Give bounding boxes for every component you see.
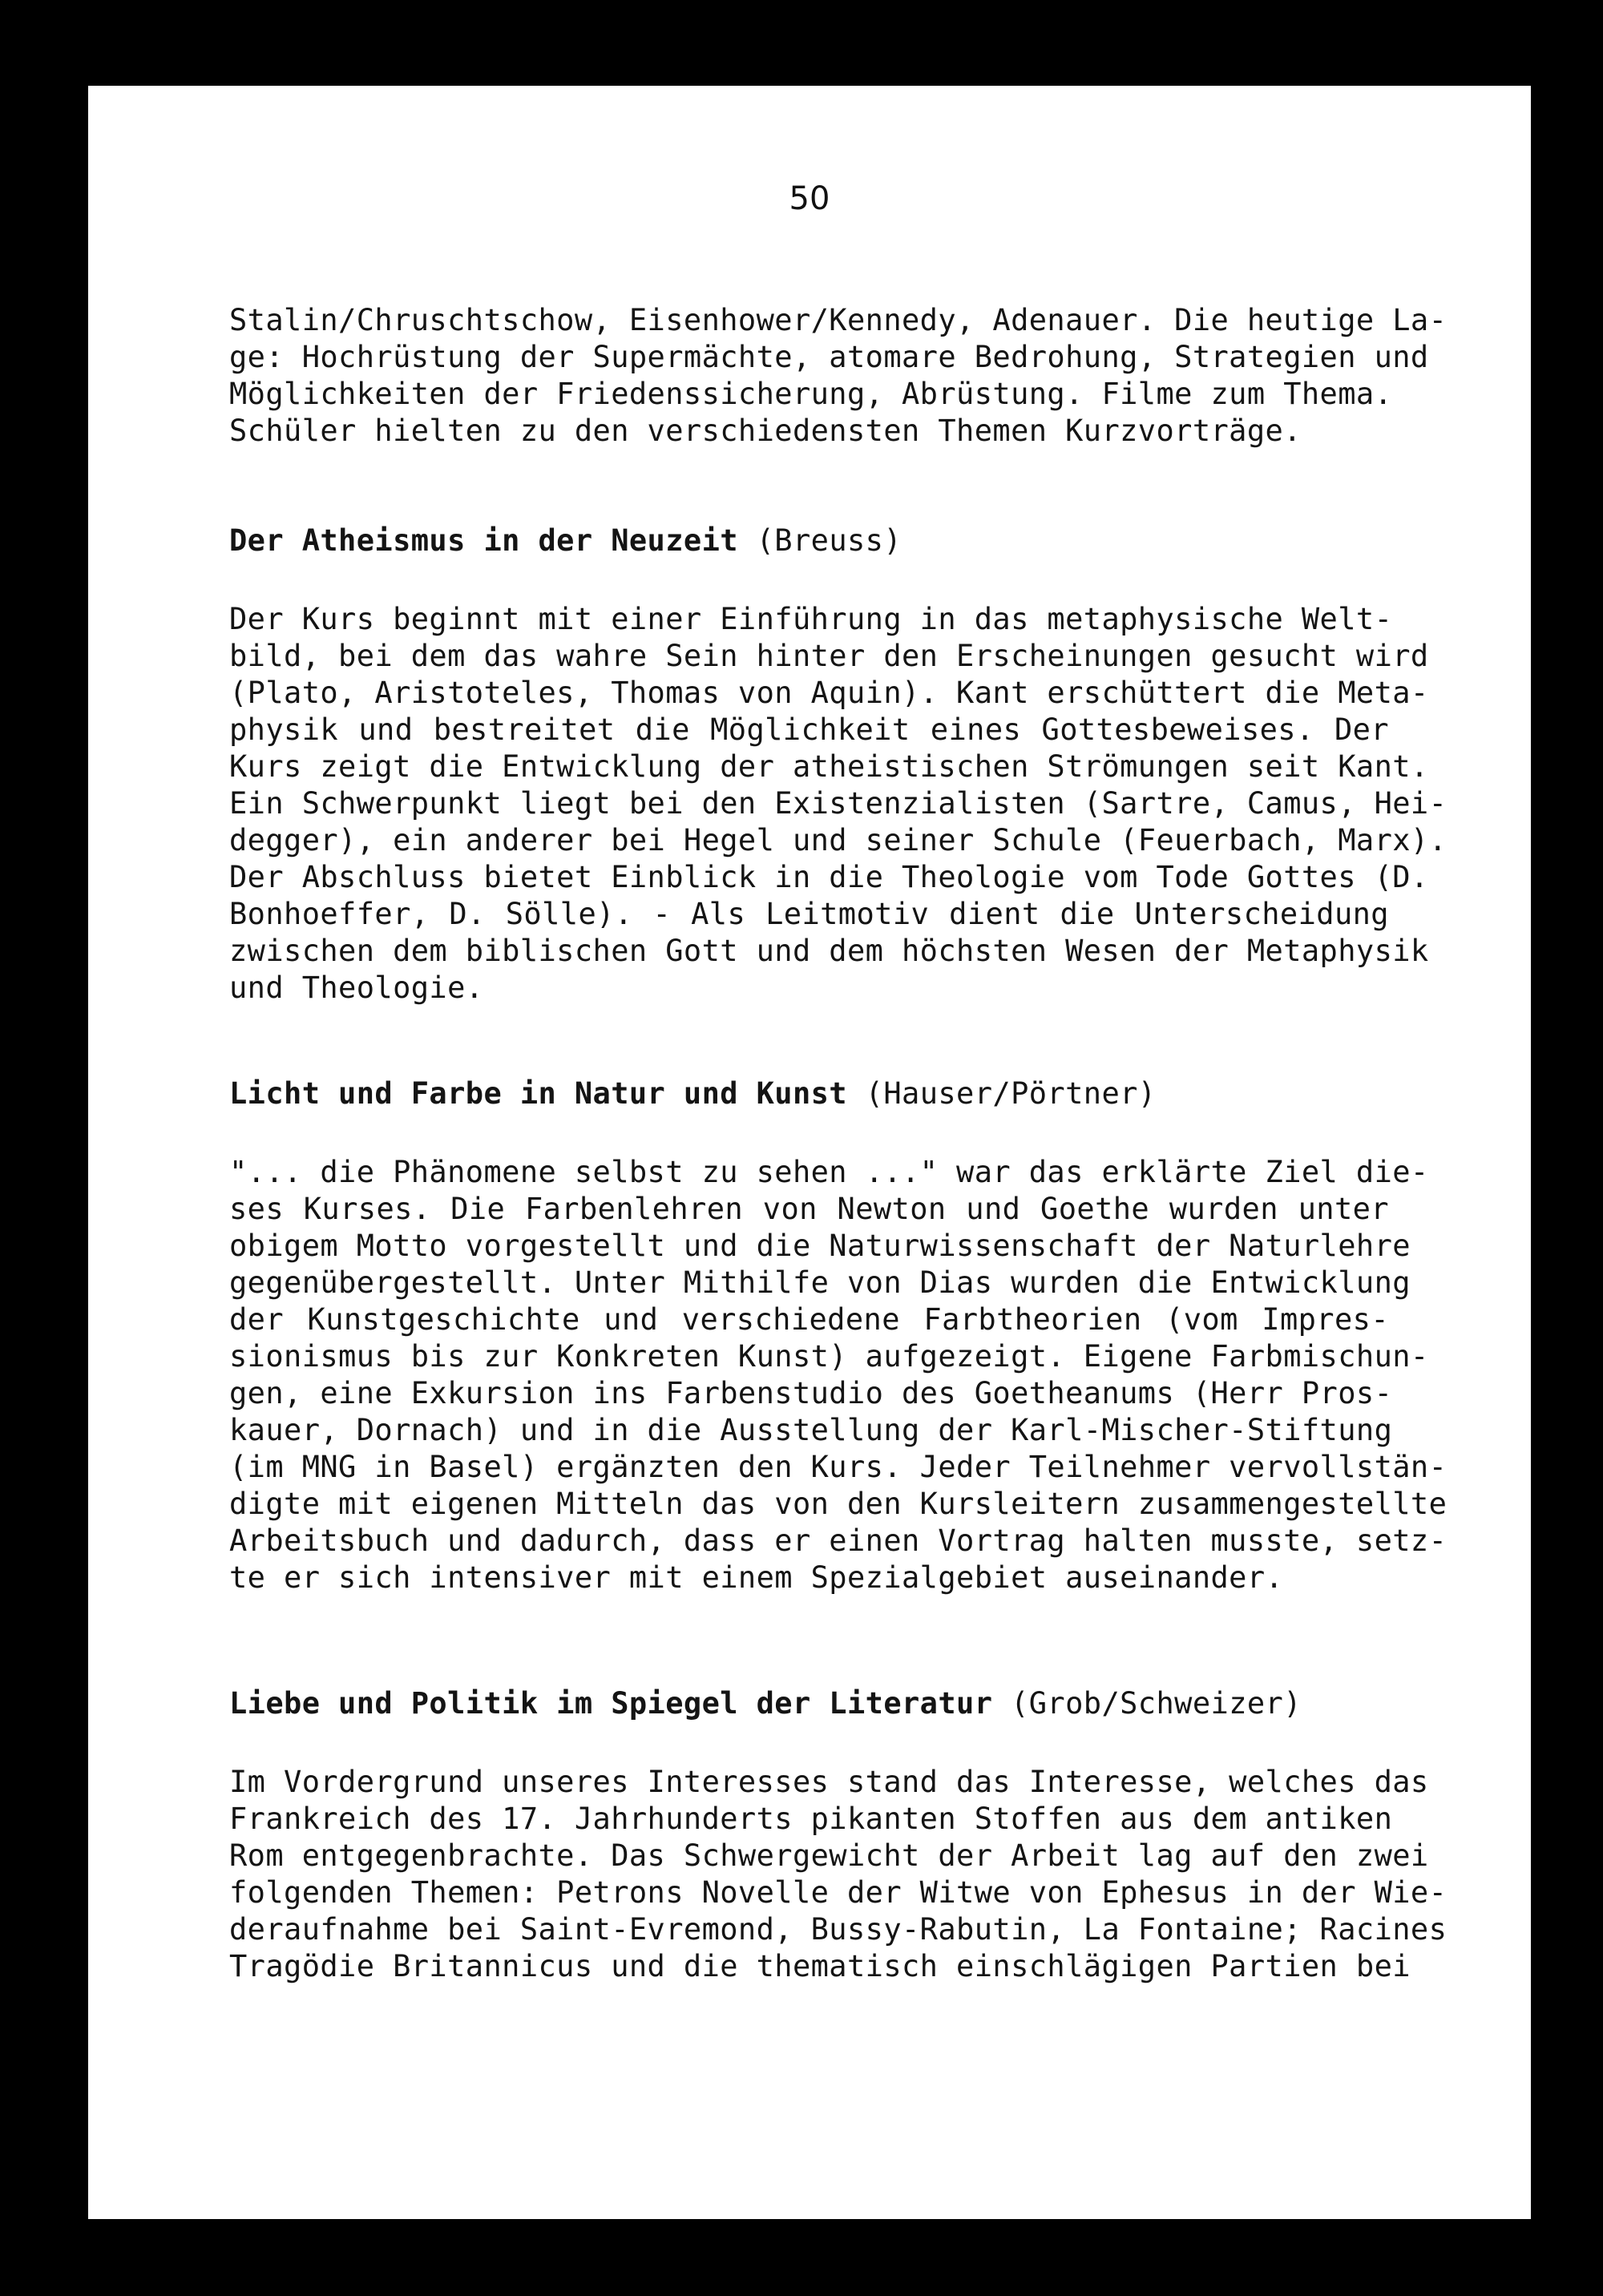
- paragraph-line: ge: Hochrüstung der Supermächte, atomare Bedrohung, Strategien und: [229, 340, 1429, 374]
- section-heading: [229, 523, 1389, 559]
- paragraph-line: deraufnahme bei Saint-Evremond, Bussy-Rabutin, La Fontaine; Racines: [229, 1912, 1448, 1947]
- paragraph-line: und Theologie.: [229, 970, 484, 1005]
- intro-paragraph: [229, 302, 1448, 450]
- paragraph-line: digte mit eigenen Mitteln das von den Kursleitern zusammengestellte: [229, 1487, 1448, 1521]
- section-title: Licht und Farbe in Natur und Kunst: [229, 1076, 847, 1111]
- paragraph-line: der Kunstgeschichte und verschiedene Farbtheorien (vom Impres-: [229, 1302, 1389, 1337]
- section-title: Liebe und Politik im Spiegel der Literatur: [229, 1686, 993, 1721]
- section-paragraph: [229, 1154, 1448, 1596]
- section-heading: [229, 1075, 1389, 1112]
- paragraph-line: degger), ein anderer bei Hegel und seiner Schule (Feuerbach, Marx).: [229, 823, 1448, 857]
- paragraph-line: Schüler hielten zu den verschiedensten Themen Kurzvorträge.: [229, 414, 1302, 448]
- section-instructors: (Breuss): [756, 523, 902, 558]
- paragraph-line: sionismus bis zur Konkreten Kunst) aufgezeigt. Eigene Farbmischun-: [229, 1339, 1429, 1374]
- paragraph-line: folgenden Themen: Petrons Novelle der Witwe von Ephesus in der Wie-: [229, 1875, 1448, 1910]
- section-paragraph: [229, 601, 1448, 1007]
- section-heading: [229, 1685, 1389, 1722]
- document-page: [88, 86, 1531, 2219]
- paragraph-line: Kurs zeigt die Entwicklung der atheistischen Strömungen seit Kant.: [229, 749, 1429, 784]
- paragraph-line: bild, bei dem das wahre Sein hinter den Erscheinungen gesucht wird: [229, 639, 1429, 673]
- paragraph-line: Der Kurs beginnt mit einer Einführung in das metaphysische Welt-: [229, 602, 1393, 636]
- paragraph-line: Bonhoeffer, D. Sölle). - Als Leitmotiv dient die Unterscheidung: [229, 897, 1389, 931]
- section-instructors: (Hauser/Pörtner): [865, 1076, 1157, 1111]
- paragraph-line: Im Vordergrund unseres Interesses stand das Interesse, welches das: [229, 1765, 1429, 1799]
- paragraph-line: "... die Phänomene selbst zu sehen ..." war das erklärte Ziel die-: [229, 1155, 1429, 1189]
- section-title: Der Atheismus in der Neuzeit: [229, 523, 738, 558]
- paragraph-line: Der Abschluss bietet Einblick in die Theologie vom Tode Gottes (D.: [229, 860, 1429, 894]
- paragraph-line: physik und bestreitet die Möglichkeit eines Gottesbeweises. Der: [229, 712, 1389, 747]
- paragraph-line: gegenübergestellt. Unter Mithilfe von Dias wurden die Entwicklung: [229, 1265, 1411, 1300]
- paragraph-line: Arbeitsbuch und dadurch, dass er einen Vortrag halten musste, setz-: [229, 1523, 1448, 1558]
- paragraph-line: Rom entgegenbrachte. Das Schwergewicht der Arbeit lag auf den zwei: [229, 1838, 1429, 1873]
- paragraph-line: Stalin/Chruschtschow, Eisenhower/Kennedy, Adenauer. Die heutige La-: [229, 303, 1448, 337]
- paragraph-line: obigem Motto vorgestellt und die Naturwissenschaft der Naturlehre: [229, 1229, 1411, 1263]
- paragraph-line: Tragödie Britannicus und die thematisch einschlägigen Partien bei: [229, 1949, 1411, 1983]
- paragraph-line: te er sich intensiver mit einem Spezialgebiet auseinander.: [229, 1560, 1284, 1595]
- section-instructors: (Grob/Schweizer): [1011, 1686, 1302, 1721]
- paragraph-line: Möglichkeiten der Friedenssicherung, Abrüstung. Filme zum Thema.: [229, 377, 1393, 411]
- paragraph-line: (Plato, Aristoteles, Thomas von Aquin). Kant erschüttert die Meta-: [229, 676, 1429, 710]
- paragraph-line: gen, eine Exkursion ins Farbenstudio des Goetheanums (Herr Pros-: [229, 1376, 1393, 1410]
- paragraph-line: Frankreich des 17. Jahrhunderts pikanten Stoffen aus dem antiken: [229, 1802, 1393, 1836]
- paragraph-line: ses Kurses. Die Farbenlehren von Newton und Goethe wurden unter: [229, 1192, 1389, 1226]
- paragraph-line: zwischen dem biblischen Gott und dem höchsten Wesen der Metaphysik: [229, 934, 1429, 968]
- page-number: 50: [789, 180, 830, 217]
- section-paragraph: [229, 1764, 1448, 1985]
- paragraph-line: kauer, Dornach) und in die Ausstellung der Karl-Mischer-Stiftung: [229, 1413, 1393, 1447]
- paragraph-line: Ein Schwerpunkt liegt bei den Existenzialisten (Sartre, Camus, Hei-: [229, 786, 1448, 821]
- paragraph-line: (im MNG in Basel) ergänzten den Kurs. Jeder Teilnehmer vervollstän-: [229, 1450, 1448, 1484]
